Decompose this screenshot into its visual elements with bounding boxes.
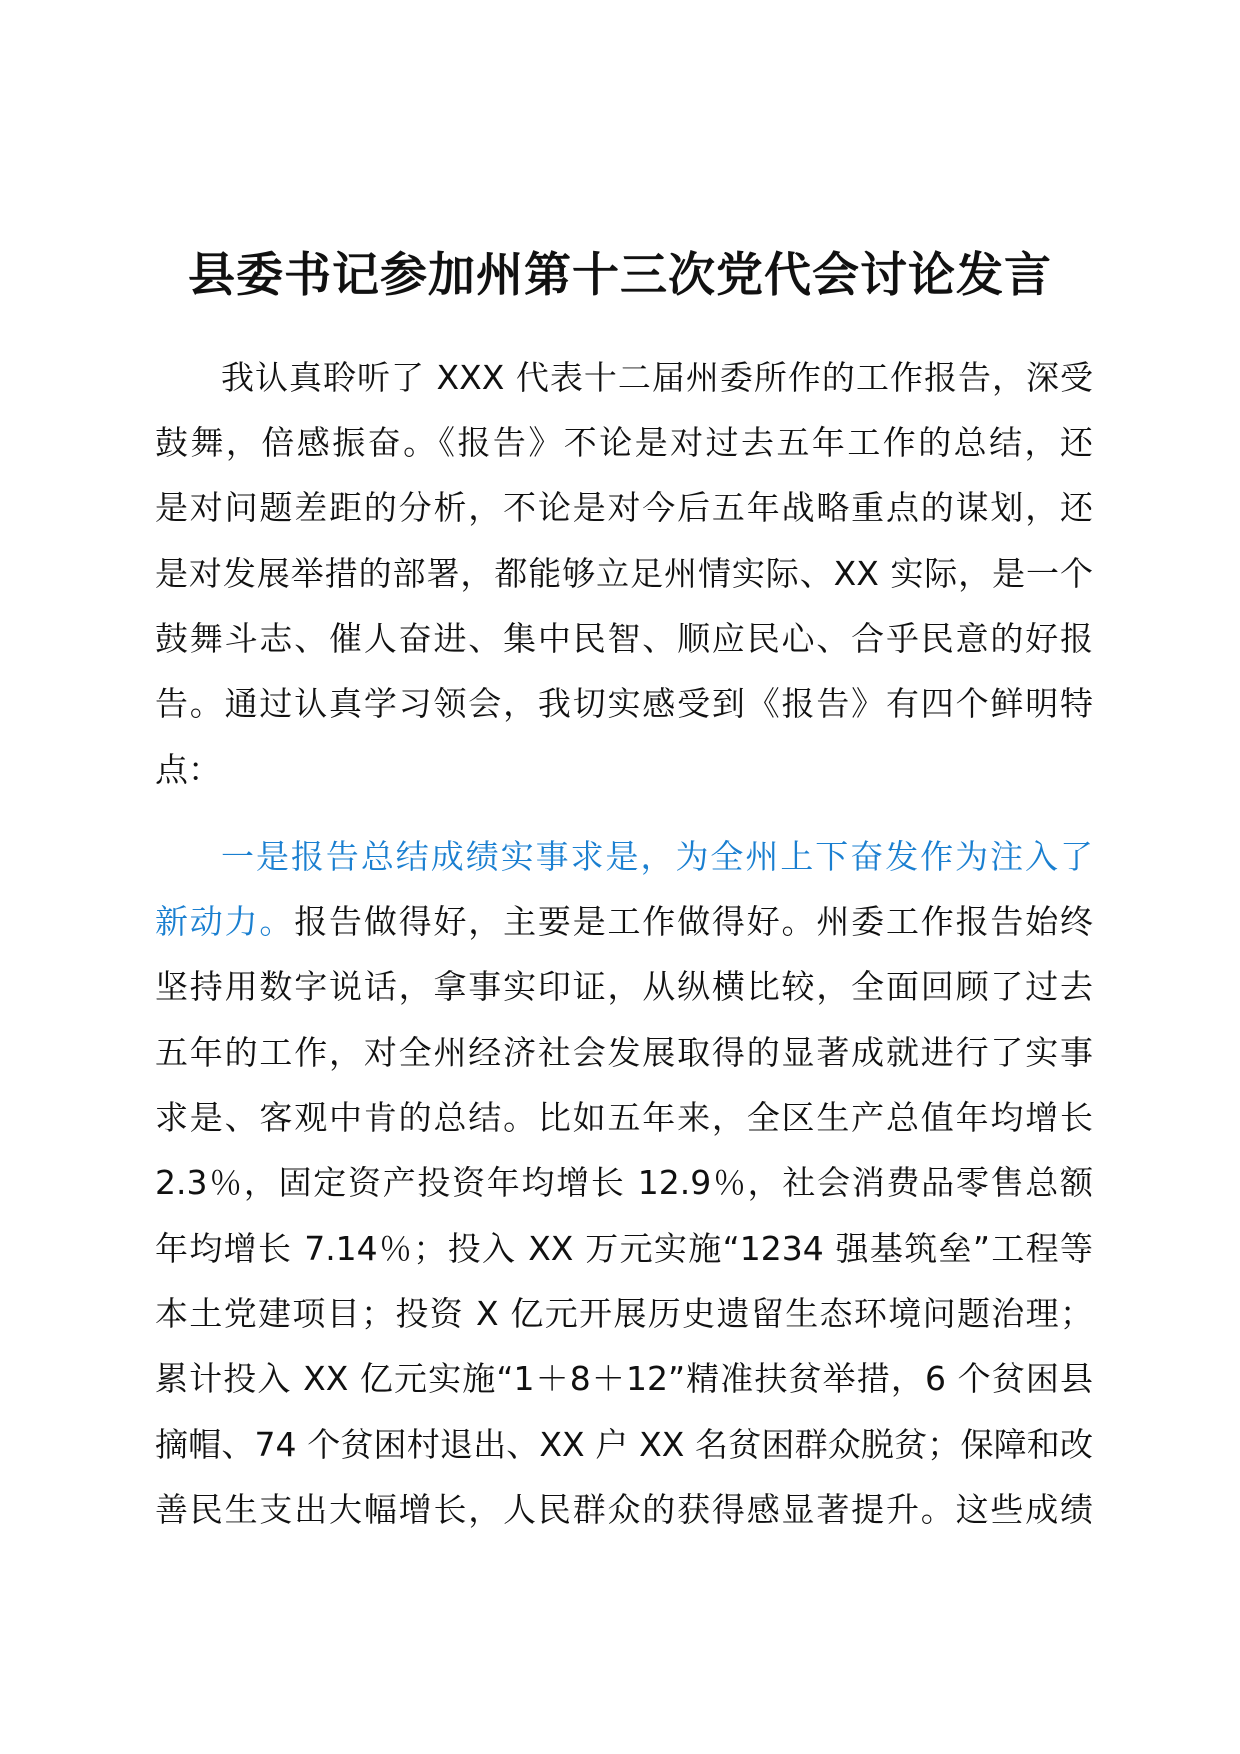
- body-text: 求是、客观中肯的总结。比如五年来，全区生产总值年均增长: [155, 1098, 1093, 1137]
- paragraph-2-line: [155, 1349, 1093, 1409]
- body-text: 我认真聆听了 XXX 代表十二届州委所作的工作报告，深受: [221, 358, 1093, 397]
- body-text: 累计投入 XX 亿元实施“1＋8＋12”精准扶贫举措，6 个贫困县: [155, 1359, 1093, 1398]
- body-text: 点：: [155, 750, 221, 789]
- paragraph-2-line: [155, 1023, 1093, 1083]
- body-text: 摘帽、74 个贫困村退出、XX 户 XX 名贫困群众脱贫；保障和改: [155, 1425, 1093, 1464]
- body-text: 是对发展举措的部署，都能够立足州情实际、XX 实际，是一个: [155, 554, 1093, 593]
- body-text: 报告做得好，主要是工作做得好。州委工作报告始终: [294, 902, 1094, 941]
- highlighted-text: 一是报告总结成绩实事求是，为全州上下奋发作为注入了: [221, 837, 1093, 876]
- body-text: 是对问题差距的分析，不论是对今后五年战略重点的谋划，还: [155, 488, 1093, 527]
- paragraph-1-line: [155, 413, 1093, 473]
- paragraph-1-line: [155, 674, 1093, 734]
- body-text: 鼓舞斗志、催人奋进、集中民智、顺应民心、合乎民意的好报: [155, 619, 1093, 658]
- paragraph-2-line: [155, 1219, 1093, 1279]
- paragraph-1-line: [155, 348, 1093, 408]
- body-text: 善民生支出大幅增长，人民群众的获得感显著提升。这些成绩: [155, 1490, 1093, 1529]
- paragraph-1-line: [155, 544, 1093, 604]
- body-text: 坚持用数字说话，拿事实印证，从纵横比较，全面回顾了过去: [155, 967, 1093, 1006]
- body-text: 年均增长 7.14％；投入 XX 万元实施“1234 强基筑垒”工程等: [155, 1229, 1093, 1268]
- body-text: 本土党建项目；投资 X 亿元开展历史遗留生态环境问题治理；: [155, 1294, 1093, 1333]
- document-title: 县委书记参加州第十三次党代会讨论发言: [188, 248, 1052, 303]
- paragraph-2-line: [155, 892, 1093, 952]
- paragraph-2-line: [155, 1480, 1093, 1540]
- paragraph-2-line: [155, 1088, 1093, 1148]
- paragraph-1-line: [155, 478, 1093, 538]
- body-text: 鼓舞，倍感振奋。《报告》不论是对过去五年工作的总结，还: [155, 423, 1093, 462]
- paragraph-1-line: [155, 740, 1093, 800]
- paragraph-2-line: [155, 1284, 1093, 1344]
- paragraph-2-line: [155, 1153, 1093, 1213]
- body-text: 告。通过认真学习领会，我切实感受到《报告》有四个鲜明特: [155, 684, 1093, 723]
- body-text: 2.3％，固定资产投资年均增长 12.9％，社会消费品零售总额: [155, 1163, 1093, 1202]
- paragraph-1-line: [155, 609, 1093, 669]
- paragraph-2-line: [155, 827, 1093, 887]
- paragraph-2-line: [155, 957, 1093, 1017]
- body-text: 五年的工作，对全州经济社会发展取得的显著成就进行了实事: [155, 1033, 1093, 1072]
- highlighted-text: 新动力。: [155, 902, 295, 941]
- paragraph-2-line: [155, 1415, 1093, 1475]
